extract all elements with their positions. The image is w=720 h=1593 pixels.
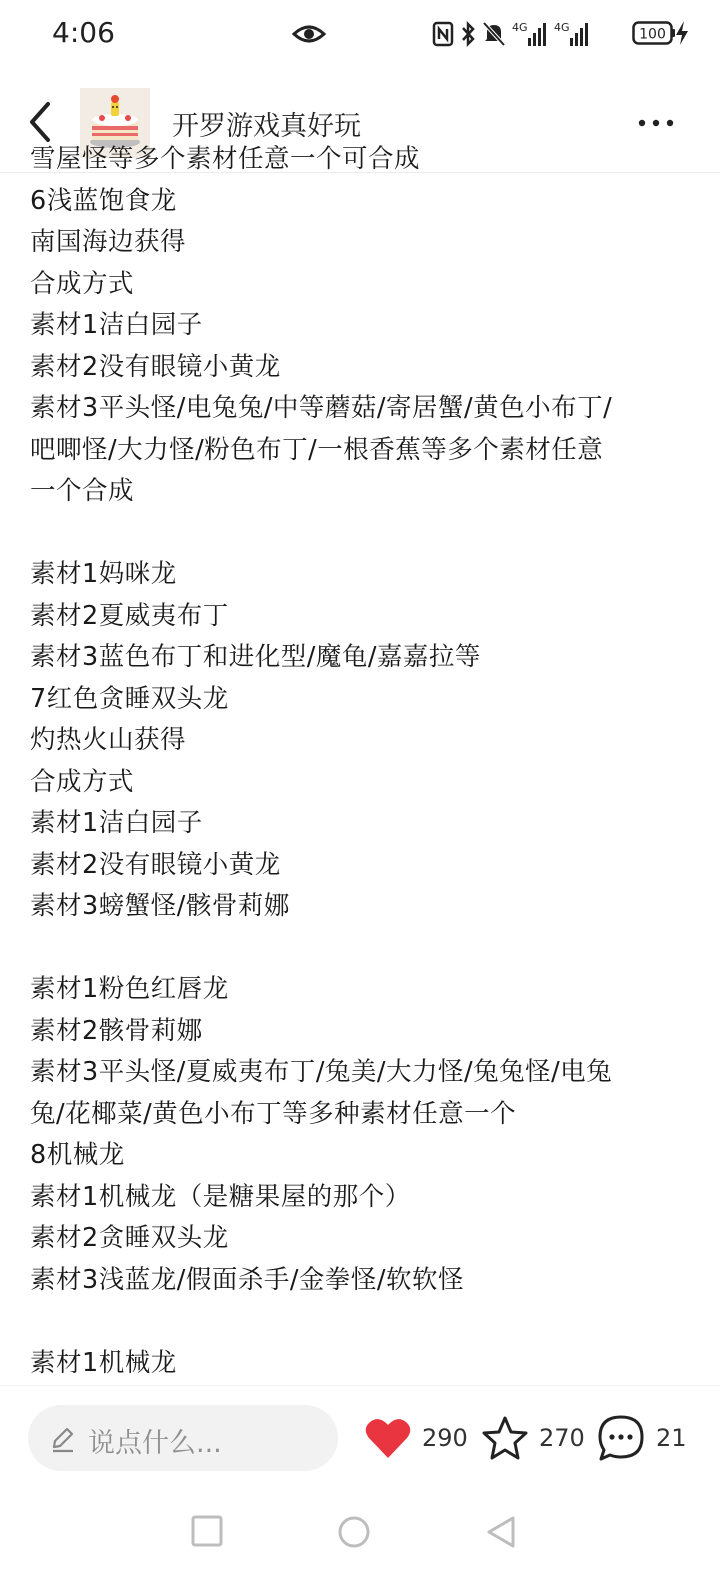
nfc-icon: [432, 21, 454, 47]
post-line: 素材1洁白园子: [30, 808, 203, 838]
post-line: 素材1粉色红唇龙: [30, 974, 229, 1004]
post-line: 素材1洁白园子: [30, 310, 203, 340]
system-nav-bar: [0, 1496, 720, 1593]
blank-line: [30, 513, 700, 555]
like-button[interactable]: [364, 1414, 468, 1462]
post-line: 素材3蓝色布丁和进化型/魔龟/嘉嘉拉等: [30, 642, 481, 672]
blank-line: [30, 928, 700, 970]
favorite-count: 270: [539, 1424, 585, 1452]
star-icon: [481, 1415, 529, 1461]
comment-count: 21: [656, 1424, 687, 1452]
post-line: 素材3浅蓝龙/假面杀手/金拳怪/软软怪: [30, 1264, 464, 1295]
charging-icon: [674, 20, 690, 46]
favorite-button[interactable]: [481, 1414, 585, 1462]
post-line: 南国海边获得: [30, 227, 187, 257]
post-line: 素材1机械龙: [30, 1347, 177, 1378]
status-icons: [432, 18, 658, 50]
signal-icon-2: [554, 20, 590, 48]
post-line: 6浅蓝饱食龙: [30, 185, 177, 216]
mute-icon: [482, 21, 506, 47]
battery-icon: [632, 21, 676, 45]
battery-level: 100: [639, 26, 666, 43]
post-line: 素材1机械龙（是糖果屋的那个）: [30, 1181, 411, 1212]
post-line: 素材3螃蟹怪/骸骨莉娜: [30, 891, 290, 921]
post-line: 一个合成: [30, 476, 135, 506]
post-body: [0, 144, 720, 1385]
post-line: 8机械龙: [30, 1140, 125, 1170]
bluetooth-icon: [460, 21, 476, 47]
post-line: 素材2骸骨莉娜: [30, 1015, 203, 1046]
comment-placeholder: 说点什么...: [88, 1428, 222, 1459]
post-line: 素材2夏威夷布丁: [30, 600, 229, 631]
post-line: 合成方式: [30, 268, 135, 299]
blank-line: [30, 1301, 700, 1343]
post-line: 素材2贪睡双头龙: [30, 1223, 229, 1253]
action-bar: [0, 1386, 720, 1496]
post-line: 素材3平头怪/夏威夷布丁/兔美/大力怪/兔兔怪/电兔: [30, 1057, 613, 1087]
chat-bubble-icon: [596, 1414, 646, 1462]
more-icon[interactable]: [636, 108, 676, 138]
post-line: 兔/花椰菜/黄色小布丁等多种素材任意一个: [30, 1098, 517, 1129]
like-count: 290: [422, 1424, 468, 1452]
post-line: 素材3平头怪/电兔兔/中等蘑菇/寄居蟹/黄色小布丁/: [30, 393, 613, 423]
post-line: 素材2没有眼镜小黄龙: [30, 351, 281, 382]
back-nav-icon[interactable]: [484, 1514, 518, 1550]
network-label-2: 4G: [554, 21, 570, 34]
post-line: 合成方式: [30, 766, 135, 797]
post-line: 雪屋怪等多个素材任意一个可合成: [30, 144, 421, 174]
post-line: 素材2没有眼镜小黄龙: [30, 849, 281, 880]
status-time: 4:06: [52, 16, 115, 49]
comment-input[interactable]: [28, 1405, 338, 1471]
network-label-1: 4G: [512, 21, 528, 34]
page-title[interactable]: 开罗游戏真好玩: [172, 111, 361, 142]
post-line: 灼热火山获得: [30, 725, 187, 755]
post-line: 吧唧怪/大力怪/粉色布丁/一根香蕉等多个素材任意: [30, 434, 604, 465]
status-bar: [0, 0, 720, 70]
pen-icon: [50, 1425, 76, 1453]
post-text: [30, 139, 700, 1384]
post-line: 7红色贪睡双头龙: [30, 683, 229, 714]
eye-icon: [292, 20, 326, 48]
recent-apps-icon[interactable]: [190, 1514, 224, 1548]
heart-icon: [364, 1416, 412, 1460]
home-icon[interactable]: [336, 1514, 372, 1550]
post-line: 素材1妈咪龙: [30, 559, 177, 589]
comment-button[interactable]: [596, 1414, 687, 1462]
signal-icon-1: [512, 20, 548, 48]
